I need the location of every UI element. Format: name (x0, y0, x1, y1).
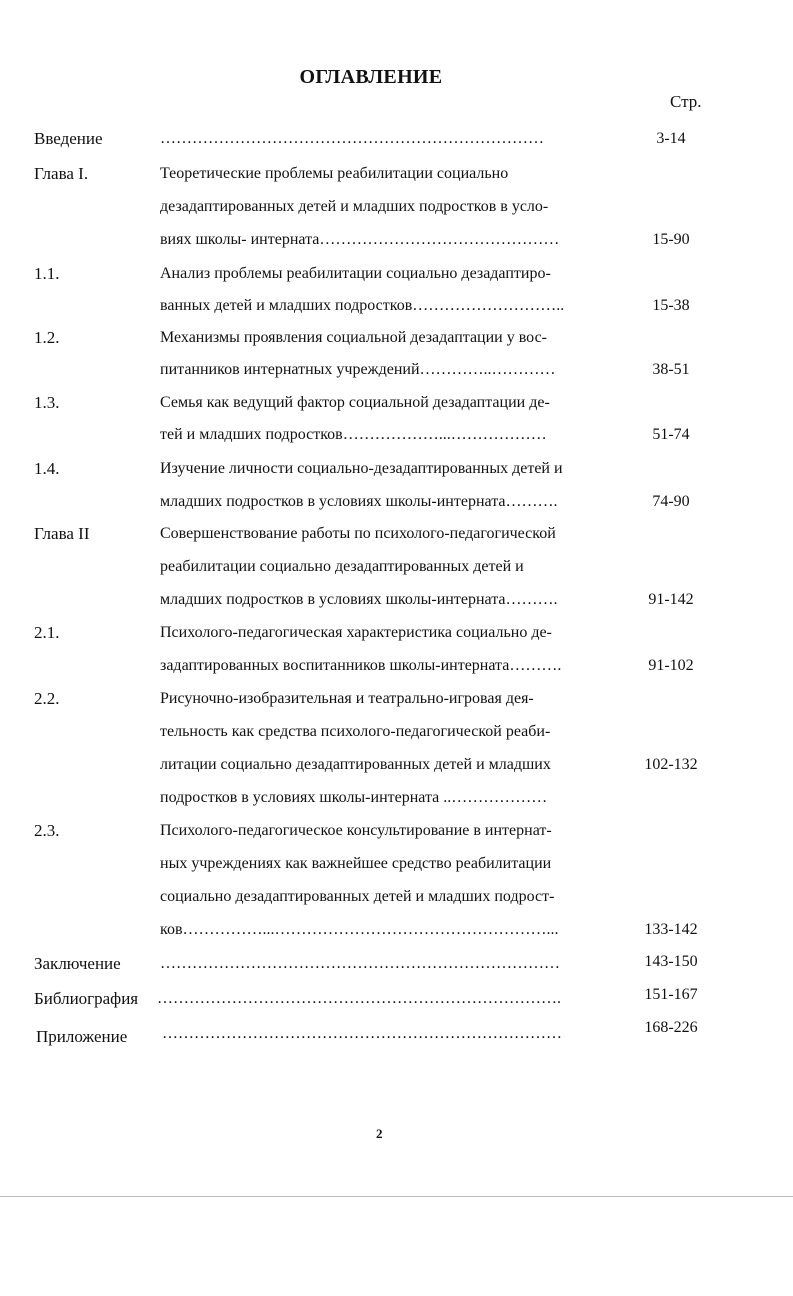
toc-s13-line-2: тей и младших подростков………………...……………… (160, 426, 547, 443)
toc-s11-line-1: Анализ проблемы реабилитации социально дезадаптиро- (160, 265, 551, 282)
toc-appendix-label: Приложение (36, 1027, 128, 1046)
toc-ch2-line-2: реабилитации социально дезадаптированных детей и (160, 558, 524, 575)
toc-s23-line-1: Психолого-педагогическое консультирование в интернат- (160, 822, 552, 839)
toc-ch1-pages: 15-90 (652, 231, 690, 248)
toc-s12-label: 1.2. (34, 328, 60, 347)
toc-conclusion-label: Заключение (34, 954, 121, 973)
toc-s22-line-1: Рисуночно-изобразительная и театрально-игровая дея- (160, 690, 534, 707)
toc-s12-line-1: Механизмы проявления социальной дезадаптации у вос- (160, 329, 547, 346)
toc-title: ОГЛАВЛЕНИЕ (299, 66, 443, 88)
toc-s21-line-1: Психолого-педагогическая характеристика социально де- (160, 624, 552, 641)
toc-conclusion-pages: 143-150 (644, 953, 698, 970)
toc-s14-pages: 74-90 (652, 493, 690, 510)
toc-ch2-line-3: младших подростков в условиях школы-интерната………. (160, 591, 558, 608)
toc-s22-line-3: литации социально дезадаптированных детей и младших (160, 756, 551, 773)
page-bottom-divider (0, 1196, 793, 1197)
toc-s13-pages: 51-74 (652, 426, 690, 443)
toc-s22-label: 2.2. (34, 689, 60, 708)
toc-s23-label: 2.3. (34, 821, 60, 840)
toc-s22-pages: 102-132 (644, 756, 698, 773)
toc-s11-line-2: ванных детей и младших подростков……………………….. (160, 297, 565, 314)
toc-s12-pages: 38-51 (652, 361, 690, 378)
toc-ch1-line-3: виях школы- интерната……………………………………… (160, 231, 560, 248)
toc-s11-label: 1.1. (34, 264, 60, 283)
toc-intro-leader: ……………………………………………………………… (160, 130, 544, 147)
toc-s23-line-2: ных учреждениях как важнейшее средство реабилитации (160, 855, 552, 872)
toc-appendix-leader: ………………………………………………………………… (162, 1025, 562, 1042)
toc-s14-label: 1.4. (34, 459, 60, 478)
toc-intro-label: Введение (34, 129, 103, 148)
toc-ch1-line-1: Теоретические проблемы реабилитации социально (160, 165, 509, 182)
toc-s23-line-4: ков……………...……………………………………………... (160, 921, 559, 938)
toc-s14-line-1: Изучение личности социально-дезадаптированных детей и (160, 460, 563, 477)
toc-ch1-line-2: дезадаптированных детей и младших подростков в усло- (160, 198, 549, 215)
toc-s14-line-2: младших подростков в условиях школы-интерната………. (160, 493, 558, 510)
toc-s21-label: 2.1. (34, 623, 60, 642)
toc-appendix-pages: 168-226 (644, 1019, 698, 1036)
toc-s12-line-2: питанников интернатных учреждений…………..………… (160, 361, 556, 378)
toc-bibliography-leader: …………………………………………………………………. (157, 990, 561, 1007)
toc-ch2-label: Глава II (34, 524, 90, 543)
toc-ch1-label: Глава I. (34, 164, 89, 183)
toc-ch2-line-1: Совершенствование работы по психолого-педагогической (160, 525, 556, 542)
page-number: 2 (376, 1126, 383, 1141)
toc-s11-pages: 15-38 (652, 297, 690, 314)
toc-s21-line-2: задаптированных воспитанников школы-интерната………. (160, 657, 562, 674)
toc-intro-pages: 3-14 (656, 130, 686, 147)
toc-s13-line-1: Семья как ведущий фактор социальной дезадаптации де- (160, 394, 550, 411)
toc-s13-label: 1.3. (34, 393, 60, 412)
toc-bibliography-pages: 151-167 (644, 986, 698, 1003)
toc-s23-pages: 133-142 (644, 921, 698, 938)
toc-bibliography-label: Библиография (34, 989, 139, 1008)
toc-s23-line-3: социально дезадаптированных детей и младших подрост- (160, 888, 555, 905)
toc-conclusion-leader: ………………………………………………………………… (160, 955, 560, 972)
toc-s21-pages: 91-102 (648, 657, 694, 674)
toc-ch2-pages: 91-142 (648, 591, 694, 608)
page-column-label: Стр. (670, 92, 702, 111)
toc-s22-line-2: тельность как средства психолого-педагогической реаби- (160, 723, 551, 740)
toc-s22-line-4: подростков в условиях школы-интерната ..……………… (160, 789, 548, 806)
